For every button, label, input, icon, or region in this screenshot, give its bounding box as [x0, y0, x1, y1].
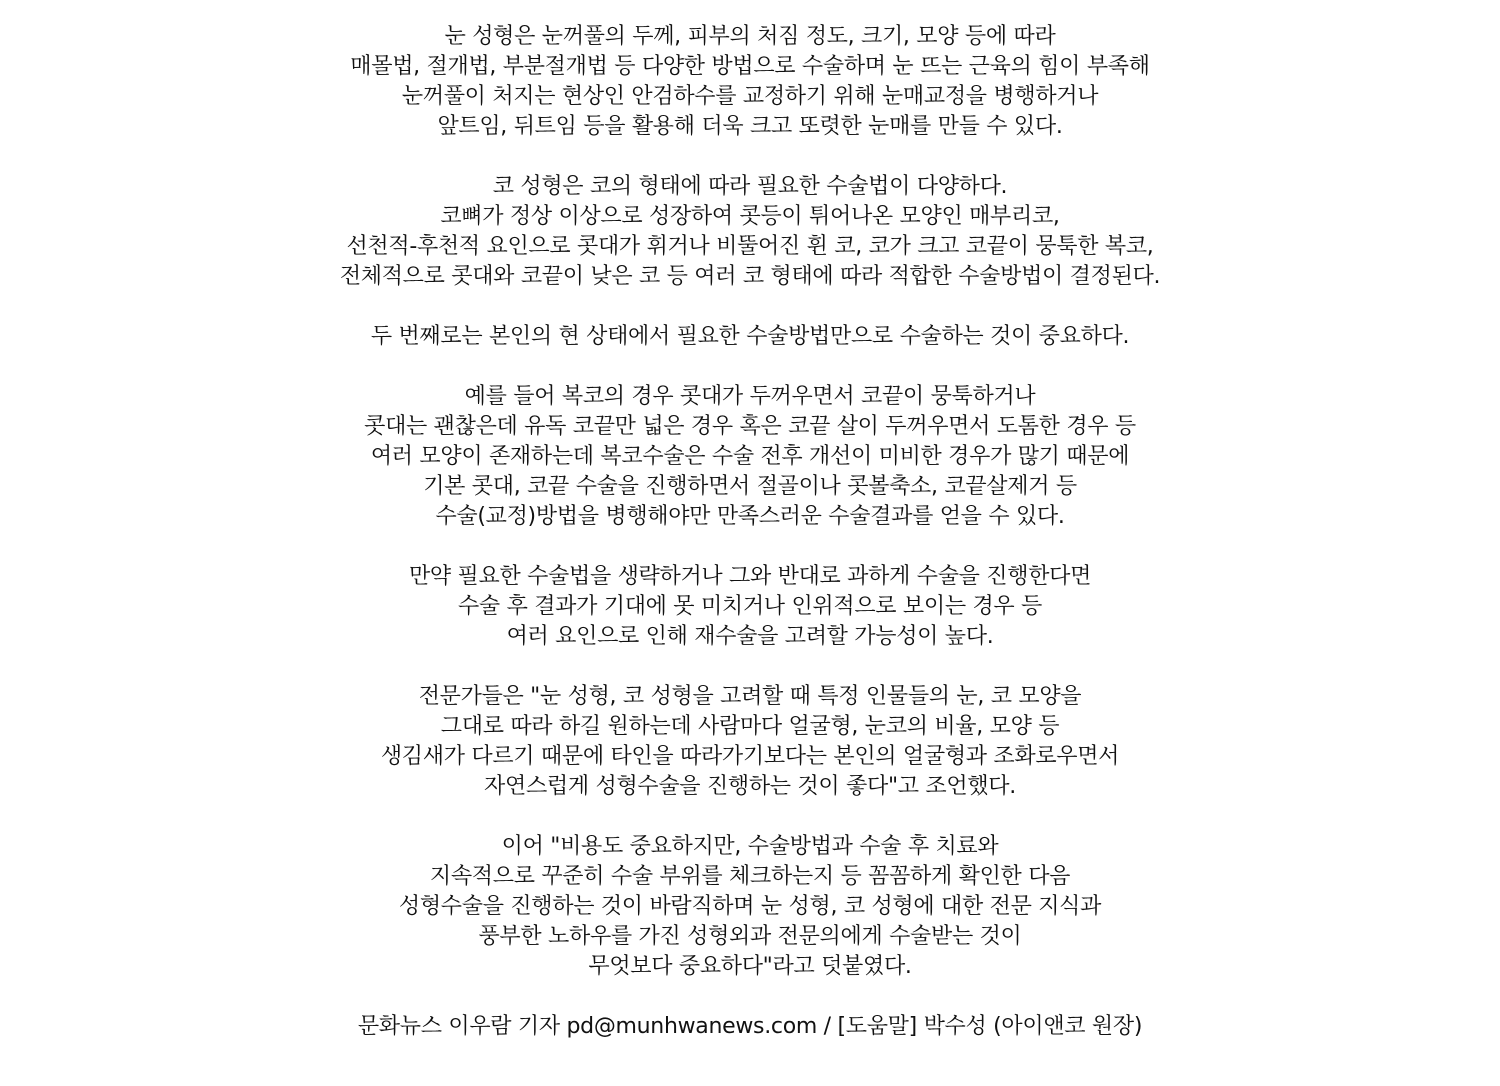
text-line: 코뼈가 정상 이상으로 성장하여 콧등이 튀어나온 모양인 매부리코, — [440, 204, 1060, 229]
text-line: 눈꺼풀이 처지는 현상인 안검하수를 교정하기 위해 눈매교정을 병행하거나 — [401, 84, 1099, 109]
text-line: 코 성형은 코의 형태에 따라 필요한 수술법이 다양하다. — [492, 174, 1008, 199]
text-line: 이어 "비용도 중요하지만, 수술방법과 수술 후 치료와 — [501, 834, 999, 859]
text-line: 여러 모양이 존재하는데 복코수술은 수술 전후 개선이 미비한 경우가 많기 때문에 — [370, 444, 1130, 469]
text-line: 만약 필요한 수술법을 생략하거나 그와 반대로 과하게 수술을 진행한다면 — [408, 564, 1092, 589]
text-line: 콧대는 괜찮은데 유독 코끝만 넓은 경우 혹은 코끝 살이 두꺼우면서 도톰한 경우 등 — [364, 414, 1136, 439]
text-line: 앞트임, 뒤트임 등을 활용해 더욱 크고 또렷한 눈매를 만들 수 있다. — [437, 114, 1063, 139]
text-line: 자연스럽게 성형수술을 진행하는 것이 좋다"고 조언했다. — [484, 774, 1016, 799]
text-line: 무엇보다 중요하다"라고 덧붙였다. — [588, 954, 912, 979]
paragraph-second-point — [0, 322, 1500, 352]
text-line: 두 번째로는 본인의 현 상태에서 필요한 수술방법만으로 수술하는 것이 중요하다. — [370, 324, 1130, 349]
byline-text: 문화뉴스 이우람 기자 pd@munhwanews.com / [도움말] 박수성 (아이앤코 원장) — [357, 1014, 1143, 1039]
paragraph-expert-quote — [0, 682, 1500, 802]
text-line: 풍부한 노하우를 가진 성형외과 전문의에게 수술받는 것이 — [478, 924, 1022, 949]
paragraph-expert-quote-continued — [0, 832, 1500, 982]
paragraph-eye-surgery — [0, 22, 1500, 142]
text-line: 지속적으로 꾸준히 수술 부위를 체크하는지 등 꼼꼼하게 확인한 다음 — [429, 864, 1071, 889]
text-line: 수술 후 결과가 기대에 못 미치거나 인위적으로 보이는 경우 등 — [457, 594, 1043, 619]
paragraph-reoperation — [0, 562, 1500, 652]
text-line: 그대로 따라 하길 원하는데 사람마다 얼굴형, 눈코의 비율, 모양 등 — [440, 714, 1060, 739]
paragraph-nose-surgery — [0, 172, 1500, 292]
text-line: 매몰법, 절개법, 부분절개법 등 다양한 방법으로 수술하며 눈 뜨는 근육의 힘이 부족해 — [350, 54, 1150, 79]
text-line: 눈 성형은 눈꺼풀의 두께, 피부의 처짐 정도, 크기, 모양 등에 따라 — [444, 24, 1056, 49]
text-line: 선천적-후천적 요인으로 콧대가 휘거나 비뚤어진 휜 코, 코가 크고 코끝이 뭉툭한 복코, — [346, 234, 1154, 259]
byline — [0, 1012, 1500, 1042]
article-body — [0, 22, 1500, 1042]
paragraph-example — [0, 382, 1500, 532]
text-line: 기본 콧대, 코끝 수술을 진행하면서 절골이나 콧볼축소, 코끝살제거 등 — [423, 474, 1077, 499]
text-line: 수술(교정)방법을 병행해야만 만족스러운 수술결과를 얻을 수 있다. — [435, 504, 1065, 529]
text-line: 전문가들은 "눈 성형, 코 성형을 고려할 때 특정 인물들의 눈, 코 모양을 — [418, 684, 1082, 709]
text-line: 성형수술을 진행하는 것이 바람직하며 눈 성형, 코 성형에 대한 전문 지식과 — [398, 894, 1102, 919]
text-line: 전체적으로 콧대와 코끝이 낮은 코 등 여러 코 형태에 따라 적합한 수술방법이 결정된다. — [339, 264, 1161, 289]
text-line: 여러 요인으로 인해 재수술을 고려할 가능성이 높다. — [506, 624, 994, 649]
text-line: 생김새가 다르기 때문에 타인을 따라가기보다는 본인의 얼굴형과 조화로우면서 — [380, 744, 1120, 769]
text-line: 예를 들어 복코의 경우 콧대가 두꺼우면서 코끝이 뭉툭하거나 — [464, 384, 1036, 409]
